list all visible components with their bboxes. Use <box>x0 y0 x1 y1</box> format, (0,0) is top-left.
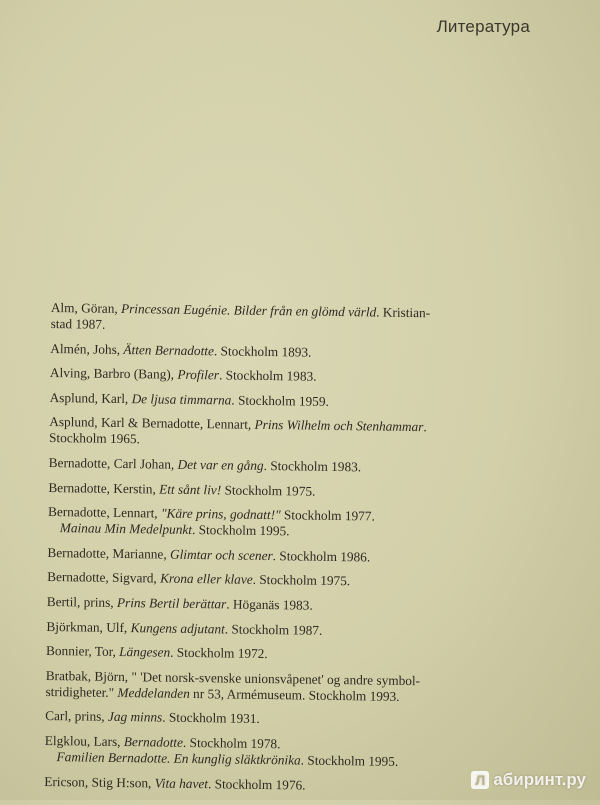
entry-publication: . Stockholm 1983. <box>263 457 362 475</box>
entry-publication: . <box>423 419 427 435</box>
entry-author: Bernadotte, Carl Johan, <box>48 454 178 472</box>
entry-title: Ett sånt liv! <box>159 481 222 497</box>
entry-author: Alving, Barbro (Bang), <box>49 365 178 382</box>
watermark <box>471 770 586 790</box>
entry-title: "Käre prins, godnatt!" <box>160 505 281 523</box>
entry-publication: . Stockholm 1976. <box>207 775 306 793</box>
entry-title: Familien Bernadotte. En kunglig släktkrönika <box>56 749 301 768</box>
bibliography-entry <box>51 300 513 338</box>
entry-title: Princessan Eugénie. Bilder från en glömd värld <box>120 300 377 320</box>
entry-publication: . Stockholm 1893. <box>213 342 312 360</box>
bibliography-entry <box>49 414 511 452</box>
entry-title: Glimtar och scener <box>169 546 273 563</box>
entry-publication: Stockholm 1977. <box>280 507 375 524</box>
entry-title: Bernadotte <box>123 733 184 750</box>
entry-publication: . Kristian- <box>376 304 431 321</box>
entry-line <box>47 569 509 591</box>
entry-publication: . Stockholm 1987. <box>224 620 323 638</box>
bibliography-entry <box>50 390 512 412</box>
entry-line <box>44 773 506 795</box>
entry-title: Profiler <box>177 366 220 383</box>
bibliography-list <box>44 300 513 804</box>
bibliography-entry <box>45 708 507 730</box>
entry-line <box>50 390 512 412</box>
entry-publication: . Stockholm 1972. <box>170 644 268 662</box>
entry-line <box>48 480 510 502</box>
entry-author: Bernadotte, Lennart, <box>47 504 162 521</box>
entry-author: Bernadotte, Marianne, <box>47 544 171 562</box>
entry-author: Ericson, Stig H:son, <box>44 773 155 790</box>
entry-publication: . Stockholm 1975. <box>252 572 351 589</box>
bibliography-entry <box>46 619 508 641</box>
entry-publication: . Stockholm 1931. <box>162 709 260 727</box>
entry-publication: . Stockholm 1995. <box>191 522 290 539</box>
entry-title: Krona eller klave <box>160 570 253 588</box>
bibliography-entry <box>48 480 510 502</box>
entry-publication: Stockholm 1965. <box>48 430 141 447</box>
entry-line <box>46 643 508 665</box>
bibliography-entry <box>45 733 507 771</box>
bibliography-entry <box>44 773 506 795</box>
entry-title: Längesen <box>119 644 171 660</box>
bibliography-entry <box>47 569 509 591</box>
entry-title: Mainau Min Medelpunkt <box>59 520 193 538</box>
entry-line <box>47 545 509 567</box>
entry-author: Bernadotte, Kerstin, <box>48 479 160 497</box>
bibliography-entry <box>49 455 511 477</box>
entry-author: Bratbak, Björn, " 'Det norsk-svenske unionsvåpenet' og andre symbol- <box>45 667 421 688</box>
entry-publication: stad 1987. <box>50 315 106 332</box>
entry-publication: . Stockholm 1978. <box>182 734 281 752</box>
entry-publication: . Höganäs 1983. <box>226 596 313 613</box>
bibliography-entry <box>50 365 512 387</box>
entry-publication: . Stockholm 1959. <box>231 392 329 409</box>
entry-title: Prins Bertil berättar <box>116 594 227 612</box>
labirint-logo-icon: Л <box>471 771 489 789</box>
bibliography-entry <box>50 341 512 363</box>
entry-line <box>46 619 508 641</box>
entry-line <box>47 594 509 616</box>
entry-author: Alm, Göran, <box>50 300 122 316</box>
bibliography-entry <box>48 504 510 542</box>
entry-line <box>50 341 512 363</box>
entry-author: Bernadotte, Sigvard, <box>47 569 161 586</box>
entry-title: Kungens adjutant <box>130 619 225 636</box>
entry-line <box>49 455 511 477</box>
watermark-text: абиринт.ру <box>493 770 586 789</box>
entry-title: Ätten Bernadotte <box>123 341 215 358</box>
entry-line <box>45 708 507 730</box>
entry-title: Vita havet <box>154 774 209 791</box>
entry-publication: nr 53, Armémuseum. Stockholm 1993. <box>189 685 400 704</box>
entry-publication: . Stockholm 1983. <box>218 367 317 384</box>
entry-author: Bonnier, Tor, <box>45 643 120 660</box>
entry-author: Bertil, prins, <box>46 593 118 610</box>
bibliography-entry <box>46 643 508 665</box>
entry-line <box>50 365 512 387</box>
entry-author: Elgklou, Lars, <box>44 732 124 749</box>
bibliography-entry <box>47 545 509 567</box>
entry-publication: . Stockholm 1986. <box>272 547 371 565</box>
entry-title: Meddelanden <box>117 684 190 701</box>
entry-author: Asplund, Karl, <box>49 389 132 406</box>
entry-publication: . Stockholm 1995. <box>300 752 399 769</box>
entry-author: Björkman, Ulf, <box>46 618 131 635</box>
entry-author: Carl, prins, <box>45 708 109 725</box>
entry-title: Jag minns <box>107 709 163 725</box>
entry-title: De ljusa timmarna <box>131 390 232 408</box>
entry-author: Almén, Johs, <box>50 340 124 357</box>
entry-title: Prins Wilhelm och Stenhammar <box>254 417 424 435</box>
bibliography-entry <box>45 668 507 706</box>
entry-author: Asplund, Karl & Bernadotte, Lennart, <box>49 414 255 433</box>
page-title: Литература <box>436 17 530 36</box>
bibliography-entry <box>47 594 509 616</box>
entry-publication: Stockholm 1975. <box>221 481 316 499</box>
entry-title: Det var en gång <box>177 456 264 473</box>
entry-author: stridigheter." <box>45 683 118 700</box>
